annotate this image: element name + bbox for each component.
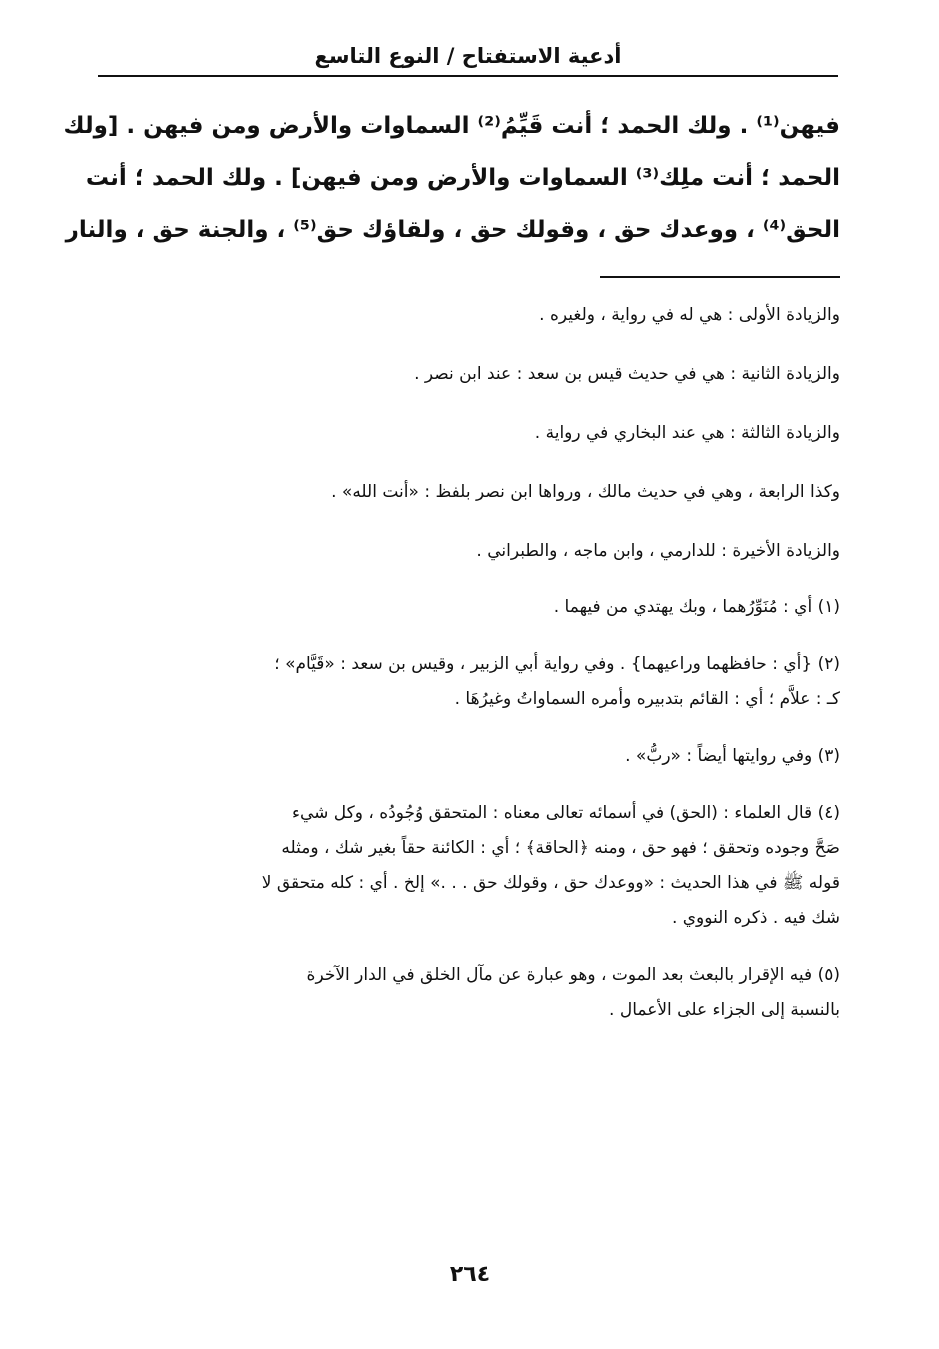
additions-notes — [100, 295, 840, 590]
footnote-line: (٢) {أي : حافظهما وراعيهما} . وفي رواية أبي الزبير ، وقيس بن سعد : «قَيَّام» ؛ — [274, 654, 840, 674]
main-text-line: فيهن⁽¹⁾ . ولك الحمد ؛ أنت قَيِّمُ⁽²⁾ السماوات والأرض ومن فيهن . [ولك — [63, 113, 840, 139]
footnote-line: قوله ﷺ في هذا الحديث : «ووعدك حق ، وقولك حق . . .» إلخ . أي : كله متحقق لا — [261, 873, 840, 893]
header-divider — [98, 75, 838, 77]
footnote-line: شك فيه . ذكره النووي . — [671, 908, 840, 928]
footnote-4 — [100, 796, 840, 936]
addition-note: والزيادة الثانية : هي في حديث قيس بن سعد : عند ابن نصر . — [414, 364, 840, 384]
footnote-1 — [100, 590, 840, 625]
footnote-line: (٣) وفي روايتها أيضاً : «ربُّ» . — [625, 746, 840, 766]
footnote-line: كـ : علاَّم ؛ أي : القائم بتدبيره وأمره السماواتُ وغيرُهَا . — [454, 689, 840, 709]
main-text-line: الحمد ؛ أنت ملِك⁽³⁾ السماوات والأرض ومن فيهن] . ولك الحمد ؛ أنت — [85, 165, 840, 191]
footnote-line: (٥) فيه الإقرار بالبعث بعد الموت ، وهو عبارة عن مآل الخلق في الدار الآخرة — [306, 965, 840, 985]
footnote-5 — [100, 958, 840, 1028]
footnote-divider — [600, 276, 840, 278]
page-number: ٢٦٤ — [449, 1262, 491, 1287]
addition-note: والزيادة الثالثة : هي عند البخاري في رواية . — [534, 423, 840, 443]
footnote-2 — [100, 647, 840, 717]
addition-note: والزيادة الأولى : هي له في رواية ، ولغيره . — [539, 305, 840, 325]
running-header: أدعية الاستفتاح / النوع التاسع — [314, 44, 622, 68]
footnote-line: (١) أي : مُنَوِّرُهما ، وبك يهتدي من فيهما . — [553, 597, 840, 617]
footnotes-section — [100, 590, 840, 1028]
footnote-line: بالنسبة إلى الجزاء على الأعمال . — [609, 1000, 840, 1020]
footnote-3 — [100, 739, 840, 774]
main-text-line: الحق⁽⁴⁾ ، ووعدك حق ، وقولك حق ، ولقاؤك حق⁽⁵⁾ ، والجنة حق ، والنار — [65, 217, 840, 243]
addition-note: والزيادة الأخيرة : للدارمي ، وابن ماجه ، والطبراني . — [476, 541, 840, 561]
main-text-block — [63, 100, 840, 256]
addition-note: وكذا الرابعة ، وهي في حديث مالك ، ورواها ابن نصر بلفظ : «أنت الله» . — [331, 482, 840, 502]
footnote-line: (٤) قال العلماء : (الحق) في أسمائه تعالى معناه : المتحقق وُجُودُه ، وكل شيء — [292, 803, 840, 823]
footnote-line: صَحَّ وجوده وتحقق ؛ فهو حق ، ومنه ﴿الحاقة﴾ ؛ أي : الكائنة حقاً بغير شك ، ومثله — [281, 838, 840, 858]
